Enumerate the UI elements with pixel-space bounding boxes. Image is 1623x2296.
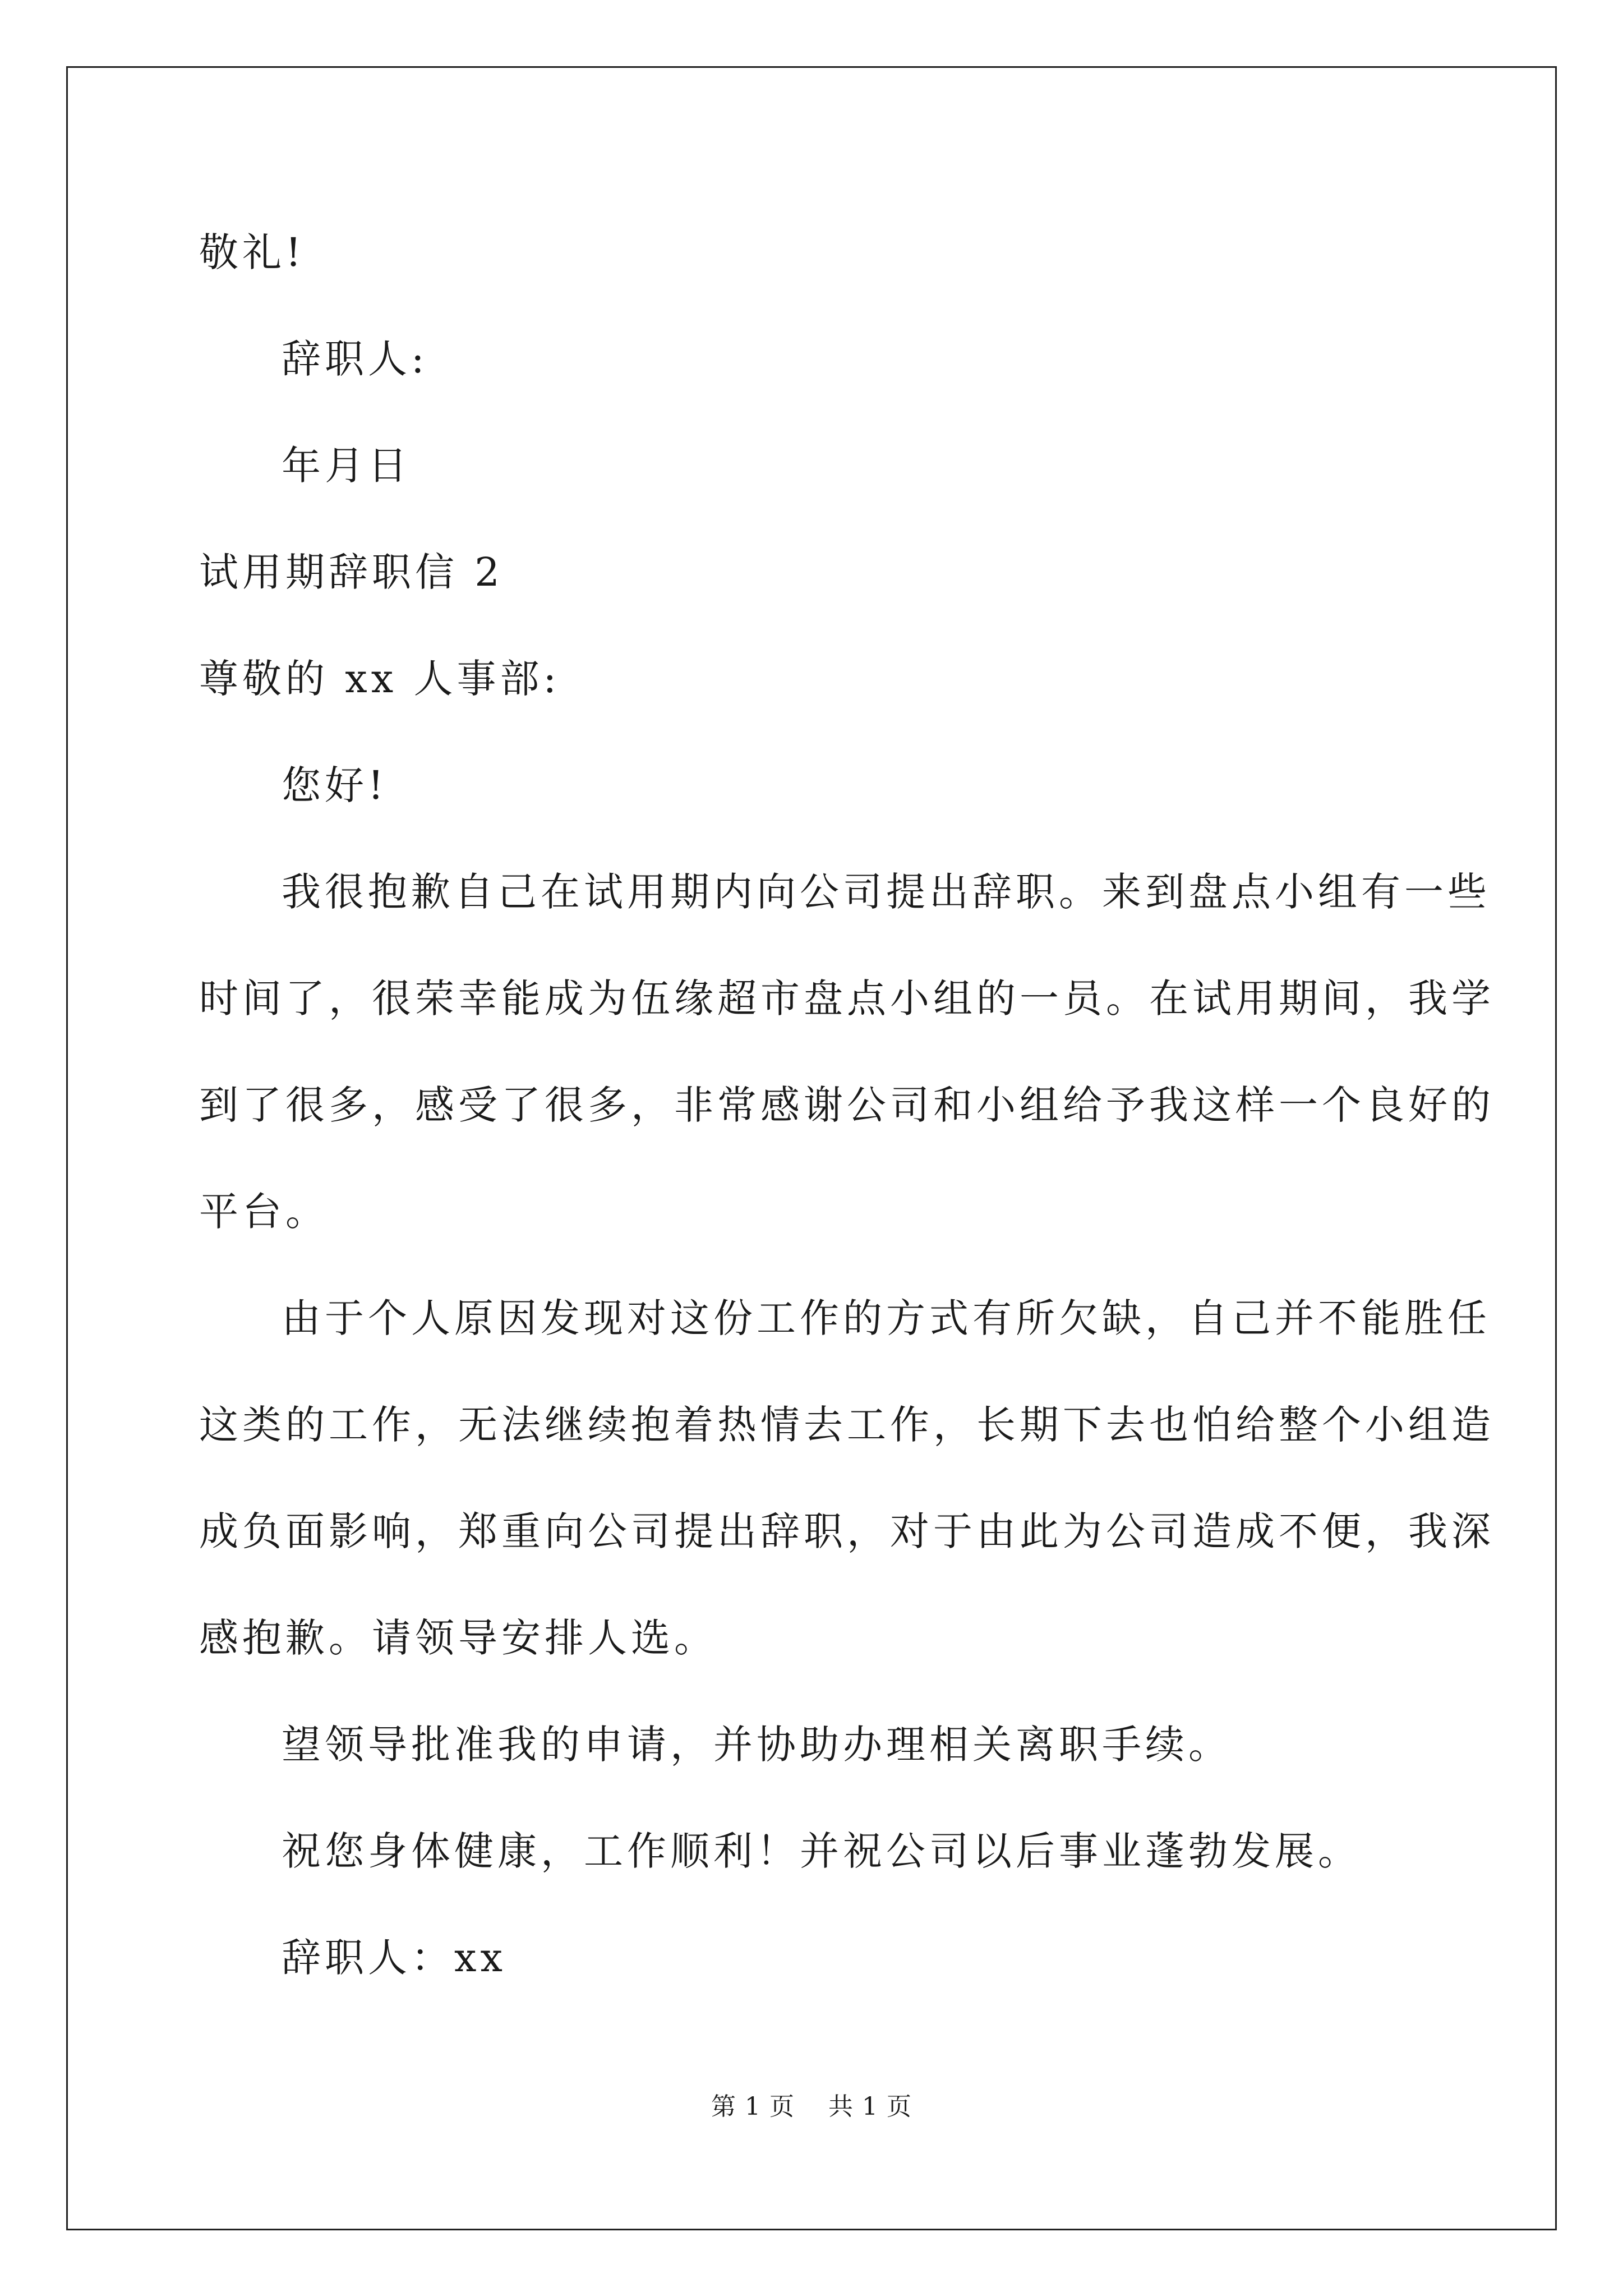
date-line: 年月日	[282, 443, 411, 489]
resigner-label: 辞职人:	[282, 336, 428, 382]
salutation: 尊敬的 xx 人事部:	[199, 656, 561, 702]
page-number-current: 第 1 页	[711, 2092, 795, 2121]
paragraph-2-line: 成负面影响，郑重向公司提出辞职，对于由此为公司造成不便，我深	[199, 1508, 1495, 1554]
paragraph-1-line: 平台。	[199, 1189, 329, 1235]
paragraph-4: 祝您身体健康，工作顺利！并祝公司以后事业蓬勃发展。	[282, 1828, 1361, 1874]
paragraph-1-line: 时间了，很荣幸能成为伍缘超市盘点小组的一员。在试用期间，我学	[199, 976, 1495, 1022]
closing-line: 敬礼!	[199, 229, 306, 275]
paragraph-2-line: 这类的工作，无法继续抱着热情去工作，长期下去也怕给整个小组造	[199, 1402, 1495, 1448]
signature: 辞职人：xx	[282, 1935, 506, 1981]
greeting: 您好!	[282, 762, 388, 808]
page-footer	[0, 2091, 1623, 2123]
letter-title: 试用期辞职信 2	[199, 549, 504, 595]
page-border	[66, 66, 1557, 2230]
paragraph-3: 望领导批准我的申请，并协助办理相关离职手续。	[282, 1722, 1232, 1768]
paragraph-2-line: 由于个人原因发现对这份工作的方式有所欠缺，自己并不能胜任	[282, 1295, 1491, 1341]
paragraph-2-line: 感抱歉。请领导安排人选。	[199, 1615, 717, 1661]
page-number-total: 共 1 页	[828, 2092, 912, 2121]
paragraph-1-line: 到了很多，感受了很多，非常感谢公司和小组给予我这样一个良好的	[199, 1082, 1495, 1128]
paragraph-1-line: 我很抱歉自己在试用期内向公司提出辞职。来到盘点小组有一些	[282, 869, 1491, 915]
